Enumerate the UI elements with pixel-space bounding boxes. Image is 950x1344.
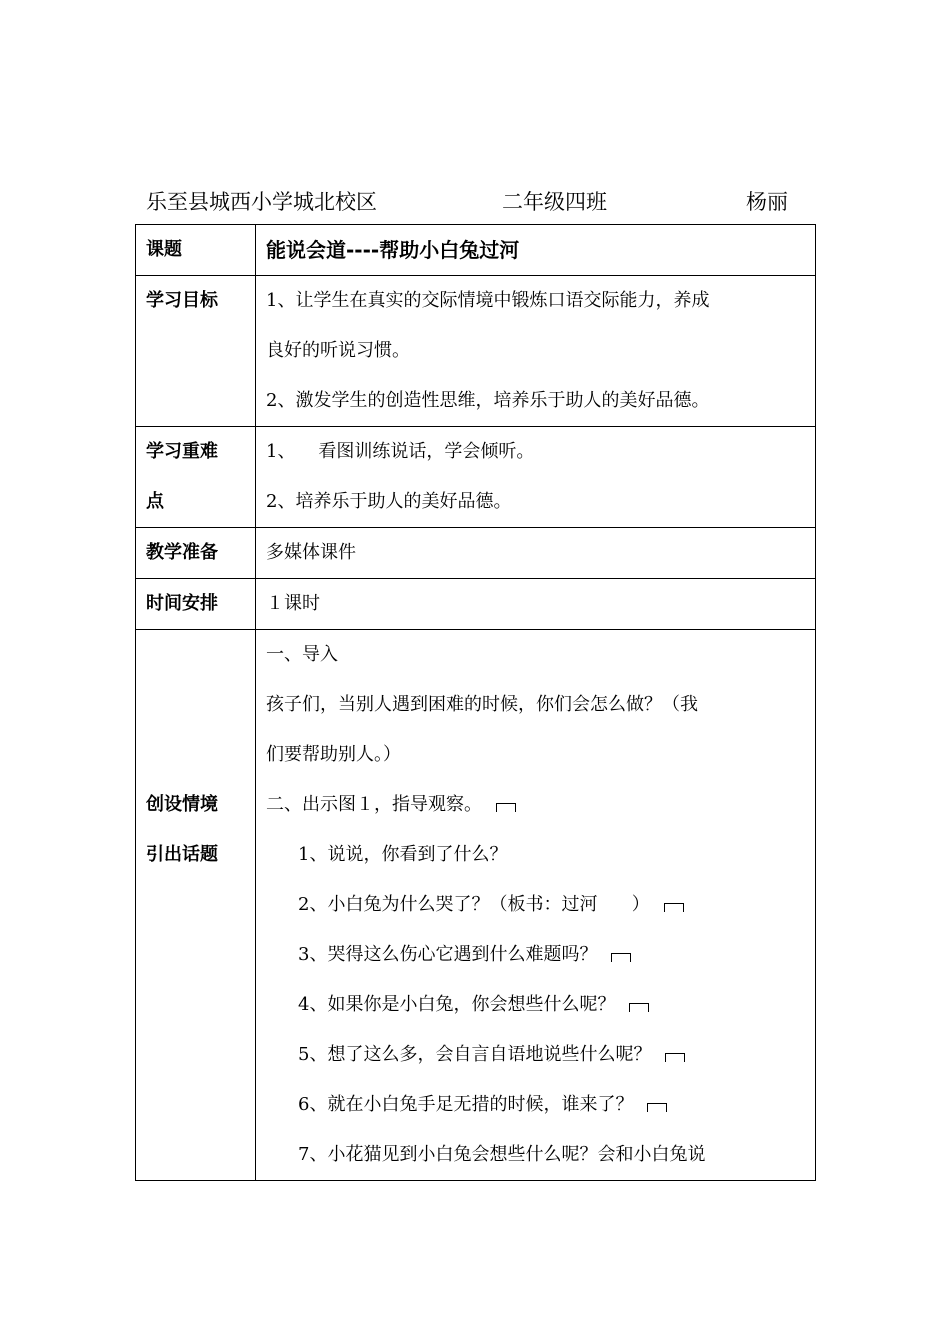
annotation-mark bbox=[664, 903, 684, 912]
label-key-points: 学习重难 点 bbox=[136, 427, 256, 528]
annotation-mark bbox=[665, 1053, 685, 1062]
teacher-name: 杨丽 bbox=[746, 190, 788, 214]
value-preparation: 多媒体课件 bbox=[256, 528, 816, 579]
document-header bbox=[146, 186, 806, 216]
school-name: 乐至县城西小学城北校区 bbox=[146, 190, 377, 214]
annotation-mark bbox=[611, 953, 631, 962]
intro-line: 孩子们，当别人遇到困难的时候，你们会怎么做？（我 bbox=[266, 694, 698, 715]
value-situation bbox=[256, 630, 816, 1181]
row-goals bbox=[136, 276, 816, 427]
value-topic bbox=[256, 225, 816, 276]
key-point-line: 2、培养乐于助人的美好品德。 bbox=[266, 491, 512, 512]
label-preparation: 教学准备 bbox=[136, 528, 256, 579]
row-preparation bbox=[136, 528, 816, 579]
annotation-mark bbox=[629, 1003, 649, 1012]
annotation-mark bbox=[647, 1103, 667, 1112]
key-point-line: 1、 看图训练说话，学会倾听。 bbox=[266, 441, 535, 462]
topic-title: 能说会道----帮助小白兔过河 bbox=[266, 238, 520, 262]
value-goals bbox=[256, 276, 816, 427]
question-line: 5、想了这么多，会自言自语地说些什么呢？ bbox=[266, 1030, 809, 1080]
question-line: 3、哭得这么伤心它遇到什么难题吗？ bbox=[266, 930, 809, 980]
question-line: 1、说说，你看到了什么？ bbox=[298, 844, 508, 865]
question-line: 4、如果你是小白兔，你会想些什么呢？ bbox=[266, 980, 809, 1030]
row-key-points bbox=[136, 427, 816, 528]
label-situation: 创设情境 引出话题 bbox=[136, 630, 256, 1181]
value-key-points bbox=[256, 427, 816, 528]
goal-line: 2、激发学生的创造性思维，培养乐于助人的美好品德。 bbox=[266, 390, 710, 411]
row-situation bbox=[136, 630, 816, 1181]
intro-line: 们要帮助别人。） bbox=[266, 744, 401, 765]
goal-line: 良好的听说习惯。 bbox=[266, 340, 410, 361]
section-two-heading: 二、出示图１，指导观察。 bbox=[266, 780, 809, 830]
label-goals: 学习目标 bbox=[136, 276, 256, 427]
row-time bbox=[136, 579, 816, 630]
question-line: 2、小白兔为什么哭了？（板书：过河 ） bbox=[266, 880, 809, 930]
question-line: 6、就在小白兔手足无措的时候，谁来了？ bbox=[266, 1080, 809, 1130]
intro-heading: 一、导入 bbox=[266, 644, 338, 665]
class-name: 二年级四班 bbox=[502, 190, 607, 214]
question-line: 7、小花猫见到小白兔会想些什么呢？会和小白兔说 bbox=[298, 1144, 706, 1165]
value-time: １课时 bbox=[256, 579, 816, 630]
label-topic: 课题 bbox=[136, 225, 256, 276]
annotation-mark bbox=[496, 803, 516, 812]
goal-line: 1、让学生在真实的交际情境中锻炼口语交际能力，养成 bbox=[266, 290, 710, 311]
row-topic bbox=[136, 225, 816, 276]
label-time: 时间安排 bbox=[136, 579, 256, 630]
lesson-plan-table bbox=[135, 224, 816, 1181]
